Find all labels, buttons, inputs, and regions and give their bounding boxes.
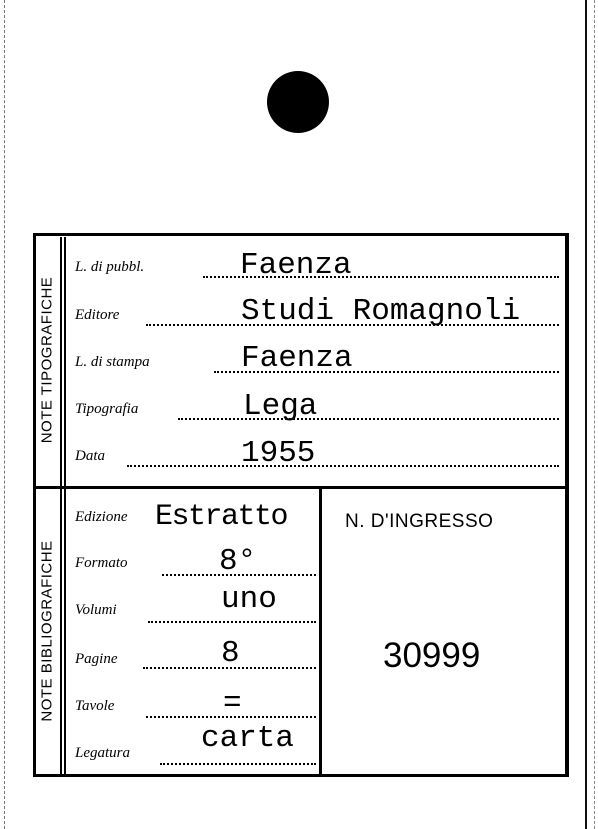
- ingresso-number: 30999: [383, 636, 481, 675]
- label-edizione: Edizione: [75, 509, 128, 525]
- label-tavole: Tavole: [75, 698, 115, 714]
- ingresso-label: N. D'INGRESSO: [345, 511, 494, 532]
- card-right-edge: [585, 0, 587, 829]
- value-formato: 8°: [219, 544, 257, 579]
- label-tipografia: Tipografia: [75, 401, 139, 417]
- value-tavole: =: [223, 686, 242, 721]
- side-bar-bottom-outer: [60, 489, 62, 774]
- section-title-tipografiche: NOTE TIPOGRAFICHE: [38, 276, 56, 444]
- value-pagine: 8: [221, 636, 240, 671]
- label-luogo-pubbl: L. di pubbl.: [75, 259, 145, 275]
- value-luogo-stampa: Faenza: [241, 341, 353, 376]
- section-title-bibliografiche: NOTE BIBLIOGRAFICHE: [38, 540, 56, 722]
- dotline-volumi: [148, 621, 316, 623]
- side-bar-bottom-inner: [64, 489, 66, 774]
- card-right-outer-edge: [594, 0, 596, 829]
- value-legatura: carta: [201, 721, 295, 756]
- label-pagine: Pagine: [75, 651, 118, 667]
- card-left-edge: [4, 0, 6, 829]
- dotline-tipografia: [178, 418, 559, 420]
- dotline-data: [127, 465, 559, 467]
- value-data: 1955: [241, 436, 316, 471]
- punch-hole: [267, 71, 329, 133]
- section-divider: [33, 486, 569, 489]
- dotline-legatura: [160, 763, 316, 765]
- label-editore: Editore: [75, 307, 120, 323]
- label-formato: Formato: [75, 555, 128, 571]
- value-tipografia: Lega: [243, 389, 318, 424]
- label-legatura: Legatura: [75, 745, 131, 761]
- value-editore: Studi Romagnoli: [241, 294, 521, 329]
- label-volumi: Volumi: [75, 602, 117, 618]
- value-volumi: uno: [221, 582, 277, 617]
- ingresso-separator: [319, 489, 322, 774]
- side-bar-top-outer: [60, 237, 62, 486]
- side-bar-top-inner: [64, 237, 66, 486]
- label-data: Data: [75, 448, 105, 464]
- value-edizione: Estratto: [155, 500, 288, 534]
- label-luogo-stampa: L. di stampa: [75, 354, 150, 370]
- value-luogo-pubbl: Faenza: [240, 248, 352, 283]
